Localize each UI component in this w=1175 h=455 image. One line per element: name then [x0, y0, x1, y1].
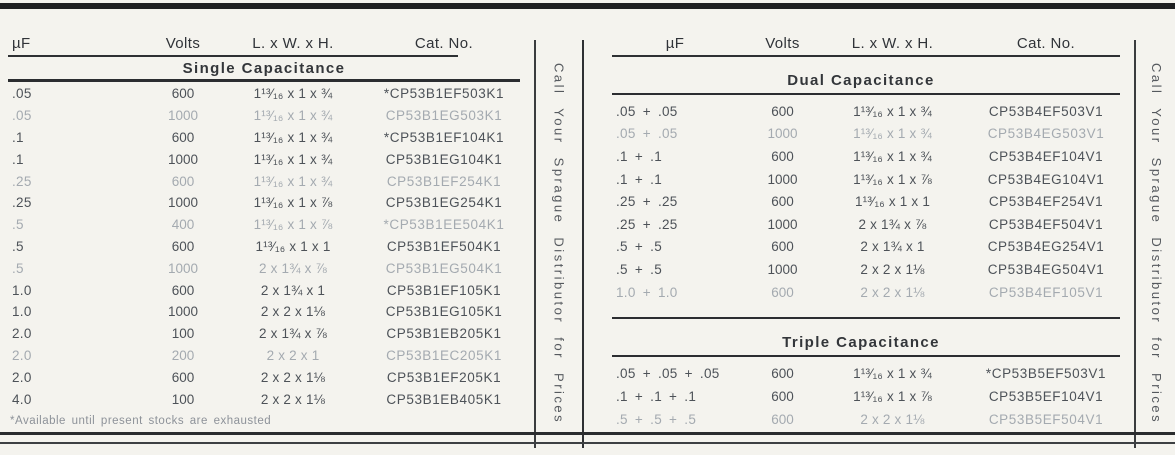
distributor-strip-text: Call Your Sprague Distributor for Prices	[551, 63, 567, 425]
dual-capacitance-rows	[600, 100, 1122, 303]
dims-cell: 2 x 1¾ x ⅞	[858, 216, 927, 232]
volts-cell: 600	[171, 86, 195, 102]
volts-cell: 1000	[167, 108, 199, 124]
cat-cell: CP53B1EB205K1	[386, 326, 502, 342]
dims-cell: 2 x 1¾ x ⅞	[258, 326, 328, 342]
section-title-triple: Triple Capacitance	[782, 334, 940, 352]
volts-cell: 600	[771, 148, 794, 164]
header-underline	[8, 55, 458, 57]
dims-cell: 2 x 1¾ x 1	[860, 239, 925, 255]
cat-cell: CP53B4EF254V1	[988, 194, 1104, 210]
table-row	[8, 170, 520, 192]
volts-cell: 1000	[167, 151, 199, 167]
uf-cell: .25 + .25	[616, 194, 678, 210]
uf-cell: .1 + .1	[616, 171, 663, 187]
cat-cell: CP53B1EF205K1	[386, 369, 502, 385]
dims-cell: 2 x 2 x 1⅛	[860, 412, 925, 428]
section-title-single: Single Capacitance	[182, 60, 346, 77]
table-row	[8, 323, 520, 345]
column-header-dims: L. x W. x H.	[851, 35, 934, 52]
cat-cell: CP53B1EC205K1	[386, 347, 502, 363]
dims-cell: 2 x 2 x 1	[266, 347, 320, 363]
table-row	[600, 385, 1122, 408]
dims-cell: 2 x 1¾ x 1	[260, 282, 326, 298]
table-row	[8, 236, 520, 258]
volts-cell: 600	[771, 412, 794, 428]
uf-cell: .25	[12, 195, 32, 211]
distributor-strip-right	[1134, 40, 1175, 448]
cat-cell: *CP53B1EF503K1	[383, 86, 505, 102]
uf-cell: .5 + .5 + .5	[616, 412, 697, 428]
volts-cell: 600	[771, 366, 794, 382]
uf-cell: .1 + .1	[616, 148, 663, 164]
table-row	[8, 345, 520, 367]
section-rule	[612, 93, 1120, 95]
dims-cell: 1¹³⁄₁₆ x 1 x ⅞	[253, 217, 333, 233]
cat-cell: CP53B4EF104V1	[988, 148, 1104, 164]
distributor-strip-left	[534, 40, 584, 448]
column-header-volts: Volts	[765, 35, 800, 52]
table-row	[8, 388, 520, 410]
cat-cell: CP53B4EG104V1	[987, 171, 1105, 187]
cat-cell: CP53B1EG504K1	[385, 260, 503, 276]
cat-cell: CP53B4EF503V1	[988, 103, 1104, 119]
volts-cell: 1000	[767, 171, 798, 187]
volts-cell: 600	[171, 282, 195, 298]
table-row	[600, 236, 1122, 259]
uf-cell: 2.0	[12, 369, 32, 385]
uf-cell: .25 + .25	[616, 216, 678, 232]
table-row	[600, 168, 1122, 191]
uf-cell: .1 + .1 + .1	[616, 389, 697, 405]
column-header-uf: µF	[12, 35, 31, 52]
uf-cell: 1.0 + 1.0	[616, 284, 678, 300]
header-underline	[612, 55, 1120, 57]
cat-cell: *CP53B5EF503V1	[985, 366, 1107, 382]
volts-cell: 1000	[167, 260, 199, 276]
table-row	[600, 213, 1122, 236]
dims-cell: 2 x 2 x 1⅛	[260, 369, 326, 385]
triple-capacitance-rows	[600, 362, 1122, 431]
dims-cell: 1¹³⁄₁₆ x 1 x ¾	[253, 86, 333, 102]
cat-cell: CP53B4EF105V1	[988, 284, 1104, 300]
table-row	[8, 127, 520, 149]
table-row	[600, 100, 1122, 123]
uf-cell: 2.0	[12, 326, 32, 342]
cat-cell: CP53B5EF104V1	[988, 389, 1104, 405]
volts-cell: 100	[171, 391, 195, 407]
bottom-border-rule	[0, 432, 1175, 444]
dims-cell: 1¹³⁄₁₆ x 1 x ¾	[853, 366, 932, 382]
table-row	[600, 408, 1122, 431]
table-row	[8, 105, 520, 127]
column-header-cat: Cat. No.	[1016, 35, 1076, 52]
dims-cell: 1¹³⁄₁₆ x 1 x ¾	[853, 148, 932, 164]
table-row	[8, 192, 520, 214]
column-header-cat: Cat. No.	[414, 35, 474, 52]
table-row	[8, 301, 520, 323]
dims-cell: 2 x 1¾ x ⅞	[258, 260, 328, 276]
dims-cell: 2 x 2 x 1⅛	[260, 391, 326, 407]
uf-cell: 4.0	[12, 391, 32, 407]
volts-cell: 600	[771, 284, 794, 300]
dims-cell: 1¹³⁄₁₆ x 1 x 1	[854, 194, 931, 210]
cat-cell: CP53B1EG105K1	[385, 304, 503, 320]
table-header-row	[600, 26, 1122, 55]
column-header-dims: L. x W. x H.	[252, 35, 334, 52]
table-row	[600, 362, 1122, 385]
dual-triple-capacitance-table	[600, 26, 1122, 431]
cat-cell: CP53B1EB405K1	[386, 391, 502, 407]
table-row	[600, 123, 1122, 146]
section-rule	[8, 79, 520, 82]
cat-cell: *CP53B1EF104K1	[383, 129, 505, 145]
volts-cell: 1000	[167, 304, 199, 320]
volts-cell: 600	[171, 173, 195, 189]
table-row	[8, 279, 520, 301]
table-row	[8, 83, 520, 105]
dims-cell: 1¹³⁄₁₆ x 1 x ¾	[253, 108, 333, 124]
section-title-dual: Dual Capacitance	[787, 72, 935, 89]
uf-cell: .1	[12, 129, 24, 145]
volts-cell: 200	[171, 347, 195, 363]
uf-cell: 1.0	[12, 282, 32, 298]
volts-cell: 600	[771, 103, 794, 119]
dims-cell: 1¹³⁄₁₆ x 1 x ¾	[853, 103, 932, 119]
table-row	[8, 366, 520, 388]
dims-cell: 2 x 2 x 1⅛	[860, 261, 925, 277]
cat-cell: CP53B1EF105K1	[386, 282, 502, 298]
section-divider-rule	[612, 317, 1120, 319]
cat-cell: CP53B4EG254V1	[987, 239, 1105, 255]
cat-cell: CP53B1EG254K1	[385, 195, 503, 211]
cat-cell: CP53B4EG504V1	[987, 261, 1105, 277]
cat-cell: CP53B5EF504V1	[988, 412, 1104, 428]
cat-cell: CP53B4EG503V1	[987, 126, 1105, 142]
dims-cell: 1¹³⁄₁₆ x 1 x ¾	[253, 173, 333, 189]
cat-cell: CP53B4EF504V1	[988, 216, 1104, 232]
uf-cell: .5	[12, 217, 24, 233]
cat-cell: CP53B1EF254K1	[386, 173, 502, 189]
uf-cell: .05 + .05	[616, 103, 678, 119]
dims-cell: 1¹³⁄₁₆ x 1 x ¾	[853, 126, 932, 142]
column-header-volts: Volts	[165, 35, 201, 52]
uf-cell: .25	[12, 173, 32, 189]
dims-cell: 1¹³⁄₁₆ x 1 x ⅞	[853, 389, 932, 405]
availability-footnote: *Available until present stocks are exhausted	[10, 414, 272, 427]
cat-cell: CP53B1EG104K1	[385, 151, 503, 167]
single-capacitance-rows	[8, 83, 520, 410]
table-row	[8, 257, 520, 279]
uf-cell: 2.0	[12, 347, 32, 363]
uf-cell: .5	[12, 260, 24, 276]
dims-cell: 1¹³⁄₁₆ x 1 x 1	[255, 238, 331, 254]
cat-cell: CP53B1EG503K1	[385, 108, 503, 124]
table-row	[600, 190, 1122, 213]
uf-cell: .05 + .05 + .05	[616, 366, 720, 382]
volts-cell: 1000	[767, 126, 798, 142]
volts-cell: 1000	[767, 261, 798, 277]
single-capacitance-table	[8, 26, 520, 427]
volts-cell: 600	[171, 129, 195, 145]
volts-cell: 100	[171, 326, 195, 342]
uf-cell: .5	[12, 238, 24, 254]
uf-cell: .1	[12, 151, 24, 167]
volts-cell: 1000	[767, 216, 798, 232]
volts-cell: 600	[771, 389, 794, 405]
table-header-row	[8, 26, 520, 55]
cat-cell: CP53B1EF504K1	[386, 238, 502, 254]
uf-cell: .05 + .05	[616, 126, 678, 142]
uf-cell: 1.0	[12, 304, 32, 320]
dims-cell: 1¹³⁄₁₆ x 1 x ⅞	[853, 171, 932, 187]
table-row	[600, 258, 1122, 281]
dims-cell: 1¹³⁄₁₆ x 1 x ¾	[253, 129, 333, 145]
volts-cell: 600	[171, 238, 195, 254]
uf-cell: .05	[12, 86, 32, 102]
dims-cell: 2 x 2 x 1⅛	[860, 284, 925, 300]
distributor-strip-text: Call Your Sprague Distributor for Prices	[1149, 63, 1164, 425]
table-row	[600, 281, 1122, 304]
table-row	[8, 214, 520, 236]
table-row	[8, 148, 520, 170]
dims-cell: 2 x 2 x 1⅛	[260, 304, 326, 320]
cat-cell: *CP53B1EE504K1	[383, 217, 505, 233]
section-rule	[612, 355, 1120, 357]
uf-cell: .5 + .5	[616, 261, 663, 277]
volts-cell: 600	[771, 239, 794, 255]
top-border-rule	[0, 3, 1175, 9]
dims-cell: 1¹³⁄₁₆ x 1 x ¾	[253, 151, 333, 167]
volts-cell: 600	[171, 369, 195, 385]
uf-cell: .05	[12, 108, 32, 124]
dims-cell: 1¹³⁄₁₆ x 1 x ⅞	[253, 195, 333, 211]
column-header-uf: µF	[665, 35, 685, 52]
uf-cell: .5 + .5	[616, 239, 663, 255]
table-row	[600, 145, 1122, 168]
volts-cell: 600	[771, 194, 794, 210]
volts-cell: 400	[171, 217, 195, 233]
volts-cell: 1000	[167, 195, 199, 211]
